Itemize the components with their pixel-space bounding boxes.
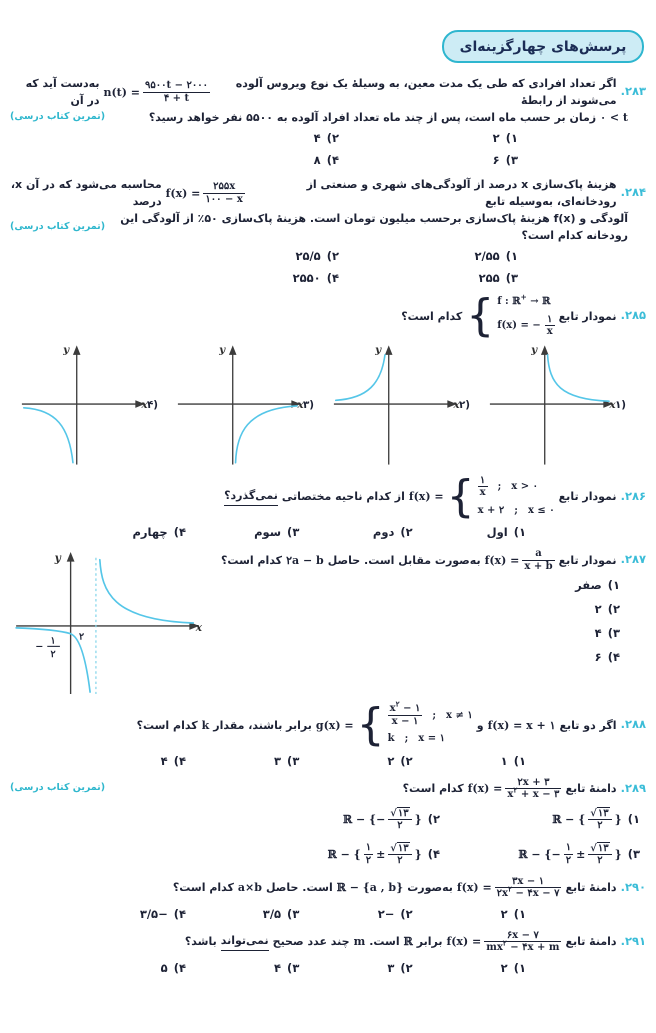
option-3 bbox=[209, 626, 620, 640]
option-label: ۲) bbox=[400, 906, 413, 921]
question-text: اگر تعداد افرادی که طی یک مدت معین، به وسیلهٔ یک نوع ویروس آلوده می‌شوند از رابطهٔ bbox=[235, 77, 617, 108]
formula-f: f(x) = x + ۱ bbox=[487, 718, 556, 732]
x-axis-label: x bbox=[141, 398, 148, 411]
option-4 bbox=[209, 650, 620, 664]
question-text: کدام است؟ bbox=[221, 553, 283, 567]
option-2 bbox=[160, 249, 339, 263]
piece-row-1: $\frac{۱}{x}$ ; x > ۰ bbox=[479, 474, 538, 499]
question-text: به‌صورت bbox=[407, 881, 453, 895]
option-label: ۳) bbox=[505, 153, 518, 168]
option-value: ۴ bbox=[594, 626, 602, 641]
option-value: ۶ bbox=[492, 153, 500, 168]
y-axis-arrow bbox=[385, 345, 393, 354]
formula-f-x: f(x) = $\frac{۲x + ۳}{x^۲ + x - ۳}$ bbox=[467, 776, 560, 801]
option-value: ۲ bbox=[387, 753, 395, 768]
option-value: ۲ bbox=[492, 131, 500, 146]
option-label: ۱) bbox=[607, 578, 620, 593]
option-value: ۸ bbox=[313, 153, 321, 168]
fraction: $\frac{۳x - ۱}{۲x^۲ - ۴x - ۷}$ bbox=[496, 875, 560, 900]
option-value: چهارم bbox=[132, 525, 168, 540]
option-value: ۳ bbox=[274, 753, 282, 768]
y-axis-label: y bbox=[63, 343, 70, 356]
question-number: ۲۸۸. bbox=[620, 717, 646, 732]
question-text: چند عدد صحیح bbox=[272, 935, 350, 949]
piecewise-definition bbox=[466, 290, 554, 342]
piece-row-1: f : ℝ+ → ℝ bbox=[497, 293, 551, 308]
brace: { bbox=[466, 290, 495, 342]
question-text: از کدام ناحیه مختصاتی bbox=[281, 490, 405, 504]
option-1 bbox=[209, 578, 620, 592]
question-text: است. bbox=[369, 935, 400, 949]
option-3 bbox=[339, 153, 518, 167]
formula-n-t: n(t) = $\frac{۹۵۰۰t - ۲۰۰۰}{۴ + t}$ bbox=[103, 80, 208, 104]
hyperbola-right-branch bbox=[100, 560, 193, 623]
question-text: برابر باشند، مقدار bbox=[213, 718, 312, 732]
question-number: ۲۸۶. bbox=[620, 488, 646, 503]
section-title: پرسش‌های چهارگزینه‌ای bbox=[459, 38, 627, 55]
option-value: ۳/۵ bbox=[262, 906, 282, 921]
question-text: نمودار تابع bbox=[558, 309, 617, 323]
option-label: ۴) bbox=[427, 847, 440, 862]
option-1 bbox=[339, 131, 518, 145]
brace: { bbox=[446, 470, 475, 522]
y-axis-arrow bbox=[229, 345, 237, 354]
formula-f-x: f(x) = $\frac{a}{x + b}$ bbox=[484, 548, 553, 572]
question-text: دامنهٔ تابع bbox=[565, 782, 617, 796]
option-value: ۲۵/۵ bbox=[295, 249, 321, 264]
option-label: ۲) bbox=[326, 249, 339, 264]
graph-option-2 bbox=[332, 342, 488, 468]
option-label: ۴) bbox=[607, 650, 620, 665]
question-291 bbox=[10, 930, 646, 977]
question-text: کدام است؟ bbox=[172, 881, 234, 895]
graph-option-label: (۱ bbox=[614, 398, 627, 411]
expression-2a-minus-b: ۲a − b bbox=[286, 553, 324, 567]
option-value: ۲ bbox=[500, 906, 508, 921]
set-notation: ℝ − {a , b} bbox=[336, 881, 404, 895]
option-2: ۲) ℝ − {− √ ۱۳ ۲ } bbox=[342, 807, 440, 832]
option-4 bbox=[160, 271, 339, 285]
option-3 bbox=[186, 961, 299, 975]
option-label: ۱) bbox=[513, 906, 526, 921]
option-label: ۱) bbox=[627, 812, 640, 827]
y-axis-label: y bbox=[219, 343, 226, 356]
y-axis-label: y bbox=[375, 343, 382, 356]
question-290 bbox=[10, 876, 646, 923]
option-value: ۵ bbox=[160, 960, 168, 975]
condition-t-positive: ۰ < t bbox=[600, 111, 628, 125]
graph-option-3 bbox=[176, 342, 332, 468]
option-value: −۳/۵ bbox=[139, 906, 168, 921]
option-3 bbox=[186, 907, 299, 921]
question-number: ۲۸۷. bbox=[620, 552, 646, 567]
option-value: ۳ bbox=[387, 960, 395, 975]
piece-row-2: f(x) = − $\frac{۱}{x}$ bbox=[497, 313, 553, 338]
question-number: ۲۸۹. bbox=[620, 780, 646, 795]
options-284 bbox=[10, 244, 646, 287]
expression-a-times-b: a×b bbox=[237, 881, 262, 895]
section-header bbox=[442, 30, 644, 63]
option-label: ۳) bbox=[607, 626, 620, 641]
option-value: ۱ bbox=[500, 753, 508, 768]
hyperbola-branch-q1 bbox=[548, 355, 609, 401]
option-2 bbox=[299, 907, 412, 921]
piecewise-definition: f(x) = { $\frac{۱}{x}$ ; x > ۰ x + ۲ ; x ≤ ۰ bbox=[408, 470, 555, 522]
option-label: ۴) bbox=[173, 906, 186, 921]
option-value: دوم bbox=[372, 525, 395, 540]
option-2 bbox=[160, 131, 339, 145]
underlined-text: نمی‌گذرد؟ bbox=[224, 487, 278, 506]
option-label: ۱) bbox=[513, 960, 526, 975]
svg-text:۱: ۱ bbox=[50, 635, 56, 647]
graph-option-label: (۳ bbox=[302, 398, 315, 411]
option-value: سوم bbox=[254, 525, 282, 540]
graph-287 bbox=[14, 550, 209, 696]
question-number: ۲۹۰. bbox=[620, 879, 646, 894]
svg-text:۲: ۲ bbox=[50, 649, 56, 661]
x-axis-label: x bbox=[195, 621, 203, 635]
hyperbola-branch-q3 bbox=[24, 408, 73, 463]
option-label: ۲) bbox=[400, 960, 413, 975]
question-number: ۲۸۵. bbox=[620, 308, 646, 323]
option-label: ۱) bbox=[505, 249, 518, 264]
answer-graphs-285 bbox=[10, 338, 646, 468]
fraction: $\frac{a}{x + b}$ bbox=[524, 548, 553, 572]
option-4 bbox=[50, 961, 186, 975]
option-label: ۳) bbox=[287, 906, 300, 921]
question-number: ۲۸۳. bbox=[620, 84, 646, 99]
option-label: ۳) bbox=[505, 271, 518, 286]
y-axis-arrow bbox=[73, 345, 81, 354]
option-value: ۲۵۵ bbox=[478, 271, 500, 286]
option-4 bbox=[50, 907, 186, 921]
option-2 bbox=[299, 961, 412, 975]
options-288 bbox=[10, 747, 646, 770]
question-text: دامنهٔ تابع bbox=[565, 935, 617, 949]
option-3 bbox=[339, 271, 518, 285]
option-label: ۲) bbox=[326, 131, 339, 146]
option-label: ۲) bbox=[427, 812, 440, 827]
option-label: ۴) bbox=[173, 525, 186, 540]
option-1 bbox=[413, 907, 526, 921]
option-2 bbox=[299, 525, 412, 539]
option-label: ۲) bbox=[400, 753, 413, 768]
options-290 bbox=[10, 900, 646, 923]
question-text: دامنهٔ تابع bbox=[565, 881, 617, 895]
question-number: ۲۹۱. bbox=[620, 933, 646, 948]
fraction: $\frac{۲۵۵x}{۱۰۰ - x}$ bbox=[205, 181, 243, 205]
question-text: کدام است؟ bbox=[402, 782, 464, 796]
option-label: ۴) bbox=[173, 960, 186, 975]
fraction: $\frac{x^۲ - ۱}{x - ۱}$ bbox=[389, 700, 421, 727]
option-3 bbox=[186, 754, 299, 768]
question-287 bbox=[10, 548, 646, 696]
question-text: نمودار تابع bbox=[558, 553, 617, 567]
option-1 bbox=[413, 961, 526, 975]
option-value: ۴ bbox=[313, 131, 321, 146]
question-text: به‌دست آید که در آن bbox=[25, 77, 100, 108]
set-R: ℝ bbox=[403, 935, 413, 949]
question-text: برابر bbox=[416, 935, 443, 949]
y-intercept-label bbox=[35, 636, 60, 661]
question-text: زمان بر حسب ماه است، پس از چند ماه تعداد افراد آلوده به ۵۵۰۰ نفر خواهد رسید؟ bbox=[148, 111, 597, 125]
hyperbola-branch-q2 bbox=[336, 355, 385, 400]
option-label: ۱) bbox=[505, 131, 518, 146]
graph-option-4 bbox=[20, 342, 176, 468]
question-285 bbox=[10, 290, 646, 468]
option-2 bbox=[299, 754, 412, 768]
piece-row-2: x + ۲ ; x ≤ ۰ bbox=[477, 504, 555, 516]
options-289 bbox=[10, 801, 646, 869]
option-1 bbox=[413, 754, 526, 768]
x-axis-label: x bbox=[297, 398, 304, 411]
question-text: نمودار تابع bbox=[558, 490, 617, 504]
question-284 bbox=[10, 176, 646, 287]
option-label: ۳) bbox=[287, 525, 300, 540]
option-4: ۴) ℝ − { $\frac{۱}{۲}$ ± √ ۱۳ ۲ } bbox=[327, 842, 440, 867]
piece-row-2: k ; x = ۱ bbox=[387, 733, 445, 745]
question-text: است. حاصل bbox=[265, 881, 333, 895]
question-289 bbox=[10, 777, 646, 869]
source-tag: (تمرین کتاب درسی) bbox=[10, 782, 106, 794]
svg-text:−: − bbox=[35, 641, 44, 653]
option-value: ۲ bbox=[594, 602, 602, 617]
x-axis-label: x bbox=[609, 398, 616, 411]
options-287 bbox=[209, 572, 646, 664]
option-label: ۳) bbox=[287, 960, 300, 975]
option-label: ۲) bbox=[400, 525, 413, 540]
option-label: ۳) bbox=[627, 847, 640, 862]
question-text: به‌صورت مقابل است. حاصل bbox=[327, 553, 481, 567]
formula-f-x: f(x) = $\frac{۲۵۵x}{۱۰۰ - x}$ bbox=[165, 181, 243, 205]
y-axis-arrow bbox=[67, 552, 75, 562]
y-axis-arrow bbox=[541, 345, 549, 354]
option-2 bbox=[209, 602, 620, 616]
question-text: کدام است؟ bbox=[136, 718, 198, 732]
option-value: ۲/۵۵ bbox=[474, 249, 500, 264]
option-4 bbox=[160, 153, 339, 167]
option-value: ۴ bbox=[160, 753, 168, 768]
option-label: ۴) bbox=[326, 153, 339, 168]
option-value: اول bbox=[486, 525, 508, 540]
option-4 bbox=[50, 525, 186, 539]
underlined-text: نمی‌تواند bbox=[221, 932, 269, 951]
graph-option-1 bbox=[488, 342, 644, 468]
question-text: اگر دو تابع bbox=[559, 718, 617, 732]
question-text: باشد؟ bbox=[184, 935, 217, 949]
option-label: ۱) bbox=[513, 525, 526, 540]
option-3 bbox=[186, 525, 299, 539]
graph-option-label: (۲ bbox=[458, 398, 471, 411]
question-number: ۲۸۴. bbox=[620, 185, 646, 200]
option-value: −۲ bbox=[377, 906, 395, 921]
question-text: هزینهٔ پاک‌سازی x درصد از آلودگی‌های شهری و صنعتی از رودخانه‌ای، به‌وسیله تابع bbox=[306, 178, 617, 209]
y-axis-label: y bbox=[531, 343, 538, 356]
option-label: ۳) bbox=[287, 753, 300, 768]
fraction: $\frac{۲x + ۳}{x^۲ + x - ۳}$ bbox=[507, 776, 560, 801]
option-1 bbox=[339, 249, 518, 263]
option-1 bbox=[413, 525, 526, 539]
options-283 bbox=[10, 126, 646, 169]
fraction: $\frac{۱}{x}$ bbox=[546, 313, 553, 338]
option-1: ۱) ℝ − { √ ۱۳ ۲ } bbox=[552, 807, 640, 832]
question-text: محاسبه می‌شود که در آن x، درصد bbox=[10, 178, 162, 209]
asymptote-tick-label: ۲ bbox=[79, 631, 85, 643]
option-value: ۶ bbox=[594, 650, 602, 665]
option-value: صفر bbox=[575, 578, 602, 593]
question-text: و bbox=[476, 718, 484, 732]
fraction: $\frac{۹۵۰۰t - ۲۰۰۰}{۴ + t}$ bbox=[145, 80, 208, 104]
question-text: آلودگی و f(x) هزینهٔ پاک‌سازی برحسب میلیون تومان است. هزینهٔ پاک‌سازی ۵۰٪ از آلودگی این رودخانه کدام است؟ bbox=[120, 212, 628, 243]
question-text: کدام است؟ bbox=[401, 309, 463, 323]
brace: { bbox=[356, 699, 385, 751]
options-291 bbox=[10, 954, 646, 977]
y-axis-label: y bbox=[54, 552, 61, 566]
question-286 bbox=[10, 470, 646, 542]
fraction: $\frac{۶x - ۷}{mx^۲ - ۴x + m}$ bbox=[486, 929, 560, 954]
source-tag: (تمرین کتاب درسی) bbox=[10, 220, 106, 232]
option-3: ۳) ℝ − {− $\frac{۱}{۲}$ ± √ ۱۳ ۲ } bbox=[518, 842, 640, 867]
fraction: $\frac{۱}{x}$ bbox=[479, 474, 486, 499]
variable-m: m bbox=[353, 935, 366, 949]
option-label: ۱) bbox=[513, 753, 526, 768]
option-label: ۴) bbox=[173, 753, 186, 768]
question-288 bbox=[10, 699, 646, 770]
variable-k: k bbox=[201, 718, 210, 732]
graph-option-label: (۴ bbox=[146, 398, 159, 411]
option-label: ۴) bbox=[326, 271, 339, 286]
option-label: ۲) bbox=[607, 602, 620, 617]
source-tag: (تمرین کتاب درسی) bbox=[10, 111, 106, 123]
question-283 bbox=[10, 75, 646, 169]
options-286 bbox=[10, 518, 646, 541]
option-value: ۲۵۵۰ bbox=[292, 271, 321, 286]
piecewise-definition-g: g(x) = { $\frac{x^۲ - ۱}{x - ۱}$ ; x ≠ ۱ k ; x = ۱ bbox=[315, 699, 473, 751]
option-4 bbox=[50, 754, 186, 768]
option-value: ۴ bbox=[274, 960, 282, 975]
formula-f-x: f(x) = $\frac{۳x - ۱}{۲x^۲ - ۴x - ۷}$ bbox=[456, 875, 560, 900]
piece-row-1: $\frac{x^۲ - ۱}{x - ۱}$ ; x ≠ ۱ bbox=[389, 700, 473, 727]
formula-f-x: f(x) = $\frac{۶x - ۷}{mx^۲ - ۴x + m}$ bbox=[446, 929, 560, 954]
option-value: ۲ bbox=[500, 960, 508, 975]
hyperbola-branch-q4 bbox=[236, 406, 297, 463]
x-axis-label: x bbox=[453, 398, 460, 411]
